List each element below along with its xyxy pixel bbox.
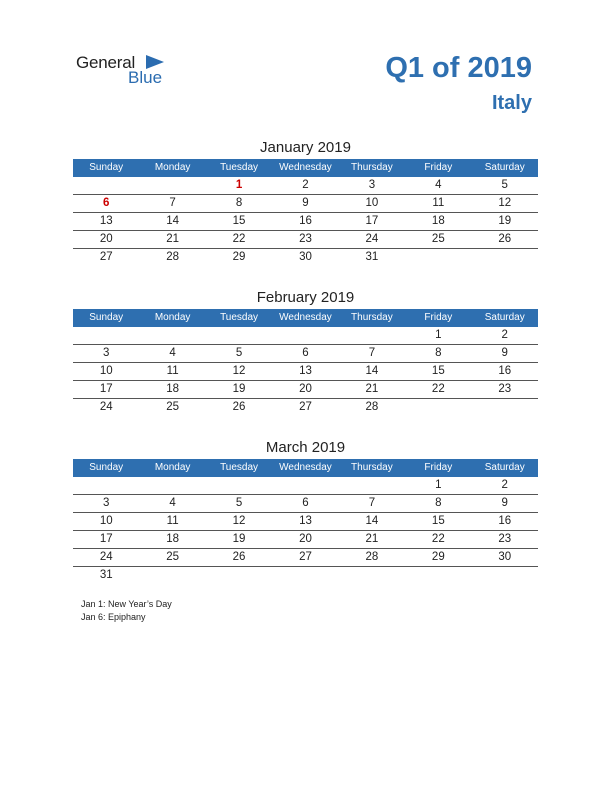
day-cell: 8 — [235, 197, 243, 209]
weekday-header-row — [73, 309, 538, 327]
day-cell: 23 — [299, 233, 312, 245]
day-cell: 11 — [166, 515, 179, 527]
day-cell: 16 — [299, 215, 312, 227]
week-row — [73, 399, 538, 416]
day-cell: 4 — [169, 347, 176, 359]
day-cell: 19 — [232, 383, 246, 395]
weekday-label: Saturday — [484, 312, 525, 323]
day-cell: 9 — [501, 497, 508, 509]
weekday-label: Monday — [154, 462, 191, 473]
day-cell: 23 — [498, 533, 512, 545]
day-cell — [272, 327, 338, 344]
day-cell: 25 — [431, 233, 445, 245]
holiday-note: Jan 1: New Year’s Day — [81, 599, 172, 609]
holiday-note: Jan 6: Epiphany — [81, 612, 146, 622]
day-cell: 10 — [99, 365, 113, 377]
day-cell: 3 — [368, 179, 376, 191]
day-cell: 4 — [169, 497, 176, 509]
day-cell: 12 — [498, 197, 512, 209]
weekday-label: Tuesday — [220, 312, 259, 323]
day-cell: 9 — [302, 197, 309, 209]
day-cell — [139, 477, 205, 494]
day-cell: 31 — [365, 251, 379, 263]
day-cell: 31 — [99, 569, 113, 581]
logo — [76, 53, 176, 89]
day-cell: 7 — [169, 197, 176, 209]
day-cell: 18 — [166, 383, 180, 395]
day-cell — [73, 477, 139, 494]
weekday-label: Wednesday — [279, 162, 332, 173]
weekday-label: Thursday — [351, 462, 393, 473]
day-cell: 27 — [299, 551, 312, 563]
day-cell — [272, 477, 338, 494]
day-cell: 13 — [99, 215, 113, 227]
day-cell: 21 — [166, 233, 180, 245]
weekday-header-row — [73, 459, 538, 477]
weekday-label: Tuesday — [220, 462, 259, 473]
holiday-day-cell: 6 — [103, 197, 110, 209]
day-cell: 13 — [299, 365, 312, 377]
month-title: February 2019 — [256, 289, 355, 306]
day-cell: 25 — [166, 401, 180, 413]
day-cell: 19 — [498, 215, 512, 227]
logo-triangle-icon — [146, 55, 164, 69]
day-cell: 14 — [365, 515, 379, 527]
day-cell — [272, 567, 338, 584]
day-cell: 29 — [232, 251, 246, 263]
day-cell: 26 — [498, 233, 512, 245]
week-row — [73, 531, 538, 549]
day-cell: 26 — [232, 401, 246, 413]
day-cell: 13 — [299, 515, 312, 527]
day-cell: 24 — [99, 401, 113, 413]
day-cell: 22 — [431, 533, 445, 545]
day-cell: 12 — [232, 365, 246, 377]
day-cell: 5 — [501, 179, 508, 191]
day-cell: 2 — [501, 329, 508, 341]
day-cell: 28 — [365, 401, 379, 413]
day-cell: 6 — [302, 347, 309, 359]
weekday-label: Friday — [424, 162, 453, 173]
day-cell — [139, 567, 205, 584]
day-cell: 11 — [432, 197, 445, 209]
day-cell: 20 — [299, 383, 312, 395]
day-cell — [206, 477, 272, 494]
day-cell — [339, 327, 405, 344]
weekday-label: Saturday — [484, 462, 525, 473]
day-cell — [405, 249, 471, 266]
month-title: March 2019 — [265, 439, 346, 456]
day-cell: 20 — [99, 233, 113, 245]
day-cell: 30 — [299, 251, 312, 263]
month-title: January 2019 — [260, 139, 351, 156]
weekday-label: Monday — [154, 162, 191, 173]
week-row — [73, 477, 538, 495]
day-cell — [339, 567, 405, 584]
day-cell: 10 — [99, 515, 113, 527]
day-cell: 14 — [166, 215, 180, 227]
day-cell: 26 — [232, 551, 246, 563]
day-cell — [206, 327, 272, 344]
weekday-label: Wednesday — [279, 462, 332, 473]
day-cell: 5 — [235, 497, 243, 509]
day-cell: 8 — [435, 347, 442, 359]
day-cell: 17 — [365, 215, 379, 227]
week-row — [73, 249, 538, 266]
month-calendar-january — [73, 137, 538, 266]
holiday-day-cell: 1 — [235, 179, 243, 191]
weekday-header-row — [73, 159, 538, 177]
weekday-label: Monday — [154, 312, 191, 323]
day-cell: 19 — [232, 533, 246, 545]
logo-text-blue: Blue — [128, 68, 163, 87]
day-cell: 21 — [365, 383, 379, 395]
day-cell: 15 — [431, 515, 445, 527]
week-row — [73, 363, 538, 381]
country-name: Italy — [491, 92, 532, 114]
day-cell: 18 — [166, 533, 180, 545]
day-cell — [206, 567, 272, 584]
day-cell: 25 — [166, 551, 180, 563]
weekday-label: Tuesday — [220, 162, 259, 173]
day-cell — [73, 177, 139, 194]
day-cell: 20 — [299, 533, 312, 545]
holiday-notes — [81, 598, 172, 624]
day-cell: 4 — [435, 179, 442, 191]
weekday-label: Saturday — [484, 162, 525, 173]
day-cell — [73, 327, 139, 344]
day-cell: 28 — [365, 551, 379, 563]
day-cell: 11 — [166, 365, 179, 377]
day-cell: 2 — [501, 479, 508, 491]
day-cell: 15 — [431, 365, 445, 377]
day-cell: 30 — [498, 551, 512, 563]
day-cell: 7 — [368, 497, 376, 509]
day-cell: 9 — [501, 347, 508, 359]
week-row — [73, 231, 538, 249]
day-cell: 29 — [431, 551, 445, 563]
day-cell — [339, 477, 405, 494]
day-cell: 24 — [365, 233, 379, 245]
week-row — [73, 177, 538, 195]
day-cell: 2 — [302, 179, 309, 191]
month-calendar-march — [73, 437, 538, 584]
logo-text-general: General — [76, 53, 136, 72]
day-cell: 5 — [235, 347, 243, 359]
week-row — [73, 213, 538, 231]
day-cell — [472, 249, 538, 266]
day-cell: 22 — [431, 383, 445, 395]
day-cell: 17 — [99, 383, 113, 395]
day-cell: 17 — [99, 533, 113, 545]
week-row — [73, 495, 538, 513]
day-cell: 16 — [498, 515, 512, 527]
weekday-label: Thursday — [351, 162, 393, 173]
day-cell: 8 — [435, 497, 442, 509]
day-cell — [139, 327, 205, 344]
week-row — [73, 513, 538, 531]
day-cell: 18 — [431, 215, 445, 227]
week-row — [73, 195, 538, 213]
day-cell: 12 — [232, 515, 246, 527]
day-cell — [405, 399, 471, 416]
weekday-label: Friday — [424, 462, 453, 473]
day-cell: 7 — [368, 347, 376, 359]
day-cell: 22 — [232, 233, 246, 245]
day-cell: 21 — [365, 533, 379, 545]
day-cell: 27 — [99, 251, 113, 263]
day-cell: 10 — [365, 197, 379, 209]
week-row — [73, 381, 538, 399]
weekday-label: Sunday — [89, 162, 124, 173]
day-cell — [139, 177, 205, 194]
weekday-label: Sunday — [89, 462, 124, 473]
week-row — [73, 327, 538, 345]
day-cell — [472, 567, 538, 584]
day-cell: 1 — [435, 479, 442, 491]
day-cell: 14 — [365, 365, 379, 377]
page-title: Q1 of 2019 — [385, 52, 532, 84]
day-cell — [405, 567, 471, 584]
day-cell: 3 — [103, 347, 110, 359]
day-cell: 27 — [299, 401, 312, 413]
weekday-label: Thursday — [351, 312, 393, 323]
day-cell: 23 — [498, 383, 512, 395]
weekday-label: Sunday — [89, 312, 124, 323]
day-cell: 6 — [302, 497, 309, 509]
day-cell: 15 — [232, 215, 246, 227]
day-cell: 1 — [435, 329, 442, 341]
weekday-label: Wednesday — [279, 312, 332, 323]
week-row — [73, 567, 538, 584]
week-row — [73, 549, 538, 567]
day-cell: 24 — [99, 551, 113, 563]
month-calendar-february — [73, 287, 538, 416]
day-cell — [472, 399, 538, 416]
week-row — [73, 345, 538, 363]
weekday-label: Friday — [424, 312, 453, 323]
day-cell: 28 — [166, 251, 180, 263]
day-cell: 16 — [498, 365, 512, 377]
day-cell: 3 — [103, 497, 110, 509]
